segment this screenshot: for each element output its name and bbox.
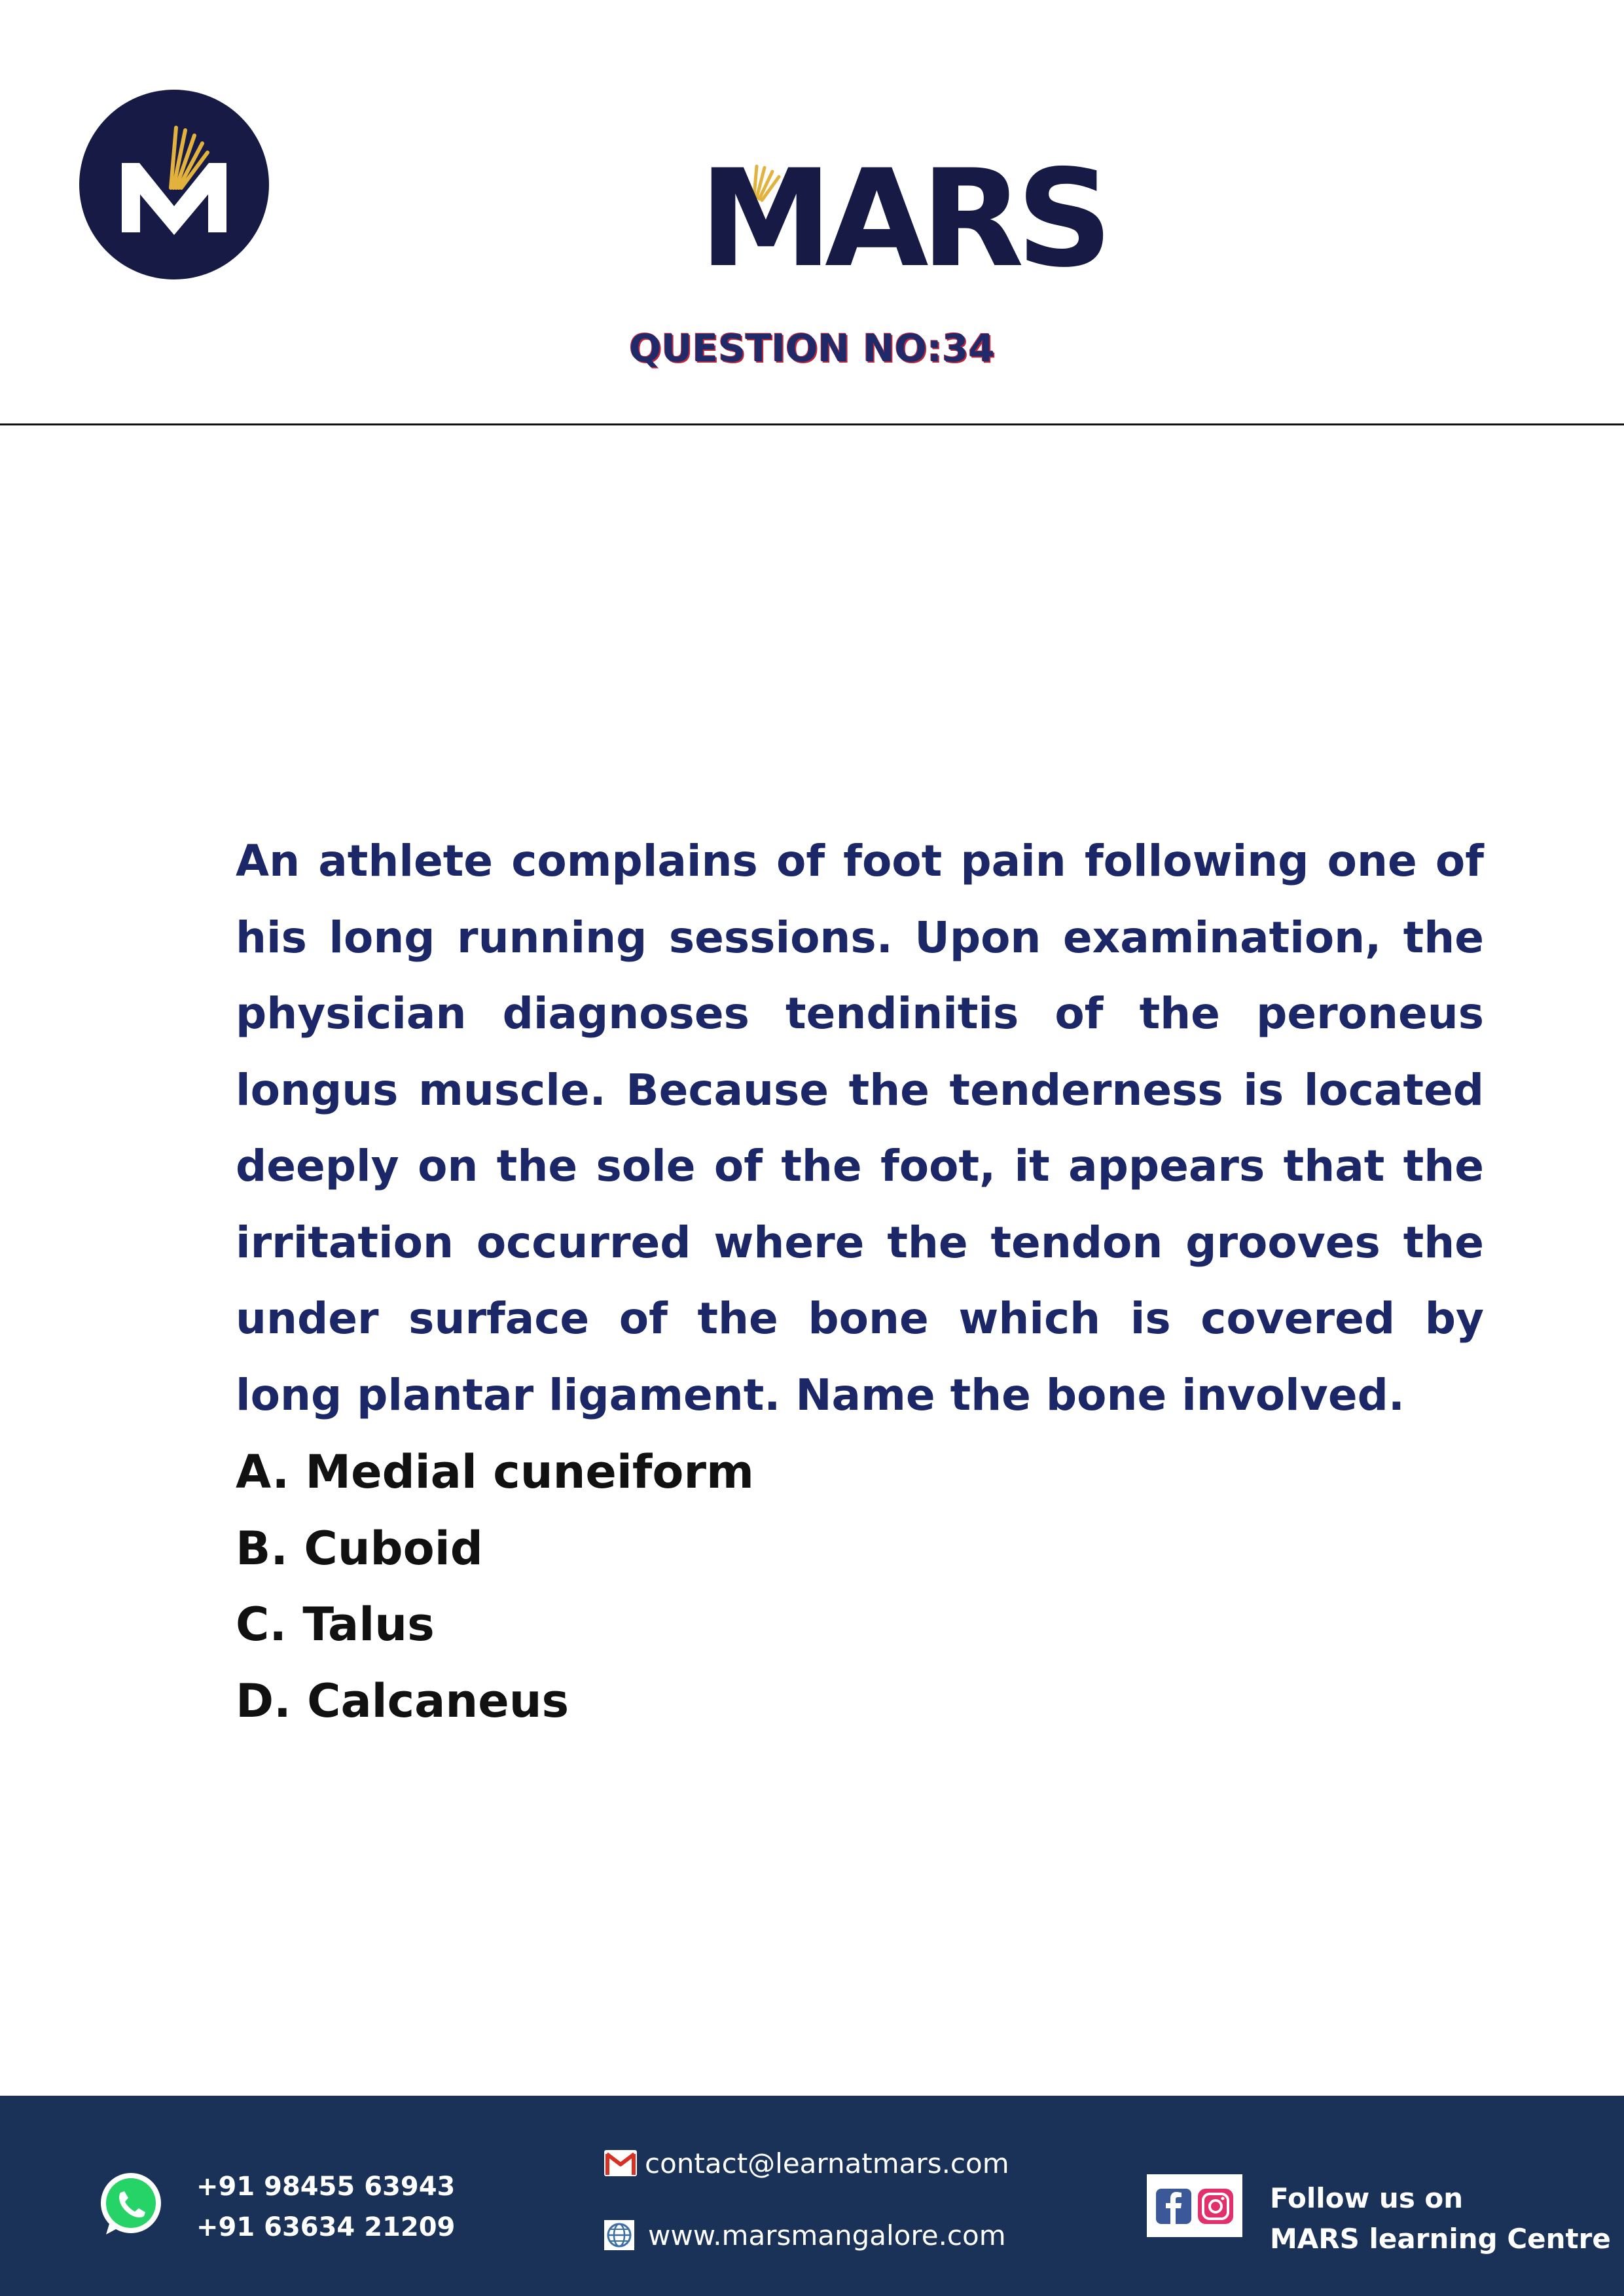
- option-a[interactable]: A. Medial cuneiform: [236, 1445, 754, 1499]
- option-b[interactable]: B. Cuboid: [236, 1521, 483, 1575]
- emblem-m-icon: [79, 90, 269, 279]
- footer: [0, 2096, 1624, 2296]
- email-link[interactable]: contact@learnatmars.com: [645, 2147, 1009, 2179]
- header-divider: [0, 423, 1624, 425]
- follow-line-1: Follow us on: [1270, 2182, 1464, 2214]
- gmail-icon: [604, 2150, 637, 2176]
- whatsapp-icon[interactable]: [97, 2170, 165, 2238]
- instagram-icon[interactable]: [1198, 2189, 1233, 2224]
- brand-name: MARS: [699, 141, 1106, 297]
- phone-numbers: [196, 2166, 455, 2248]
- question-text: An athlete complains of foot pain following one of his long running sessions. Upon examination, the physician diagnoses tendinitis of the peroneus longus muscle. Because the tenderness is located deeply on the sole of the foot, it appears that the irritation occurred where the tendon grooves the under surface of the bone which is covered by long plantar ligament. Name the bone involved.: [236, 836, 1484, 1420]
- option-d[interactable]: D. Calcaneus: [236, 1674, 569, 1728]
- phone-number-2[interactable]: +91 63634 21209: [196, 2212, 456, 2242]
- facebook-icon[interactable]: [1156, 2189, 1191, 2224]
- question-number: QUESTION NO:34: [629, 326, 995, 370]
- follow-text: [1270, 2178, 1611, 2259]
- globe-icon: [604, 2220, 634, 2250]
- phone-number-1[interactable]: +91 98455 63943: [196, 2172, 456, 2202]
- website-link[interactable]: www.marsmangalore.com: [648, 2219, 1006, 2251]
- emblem-logo: [79, 90, 269, 279]
- social-icons-graphic: [1147, 2174, 1242, 2237]
- brand-logo: [694, 141, 1106, 297]
- answer-options: [236, 1434, 1479, 1739]
- social-icons: [1147, 2174, 1242, 2237]
- follow-line-2[interactable]: MARS learning Centre: [1270, 2223, 1611, 2255]
- option-c[interactable]: C. Talus: [236, 1598, 435, 1651]
